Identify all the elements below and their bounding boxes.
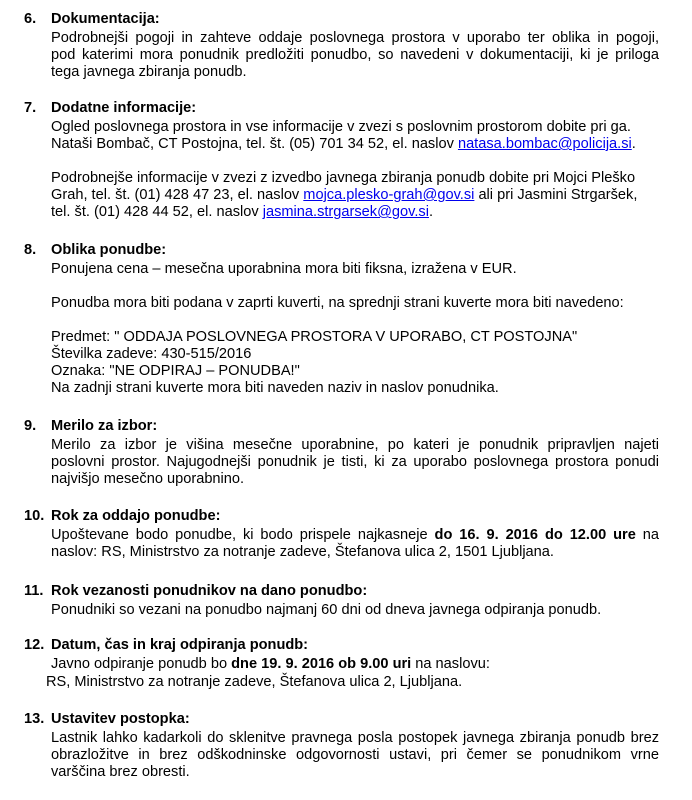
section-title: Dodatne informacije: [51, 100, 197, 116]
deadline-date: do 16. 9. 2016 do 12.00 ure [434, 527, 636, 543]
paragraph-line: RS, Ministrstvo za notranje zadeve, Štefanova ulica 2, Ljubljana. [46, 674, 463, 690]
opening-date: dne 19. 9. 2016 ob 9.00 uri [231, 656, 412, 672]
paragraph-line: tega javnega zbiranja ponudb. [51, 64, 247, 80]
section-title: Ustavitev postopka: [51, 711, 190, 727]
text-fragment: ali pri Jasmini Strgaršek, [474, 187, 638, 203]
paragraph-line [51, 136, 659, 153]
email-link[interactable]: mojca.plesko-grah@gov.si [303, 187, 475, 203]
section-title: Datum, čas in kraj odpiranja ponudb: [51, 637, 309, 653]
section-title: Oblika ponudbe: [51, 242, 167, 258]
text-fragment: Grah, tel. št. (01) 428 47 23, el. naslov [51, 187, 304, 203]
paragraph-line: Lastnik lahko kadarkoli do sklenitve pravnega posla postopek javnega zbiranja ponudb brez [51, 730, 659, 746]
section-title: Rok vezanosti ponudnikov na dano ponudbo: [51, 583, 368, 599]
section-number: 10. [24, 508, 45, 524]
paragraph-line: Številka zadeve: 430-515/2016 [51, 346, 252, 362]
paragraph-line: obrazložitve in brez odškodninske odgovornosti ustavi, pri čemer se ponudnikom vrne [51, 747, 659, 763]
paragraph-line: Podrobnejše informacije v zvezi z izvedbo javnega zbiranja ponudb dobite pri Mojci Pleško [51, 170, 636, 186]
text-fragment: Upoštevane bodo ponudbe, ki bodo prispele najkasneje [51, 527, 435, 543]
text-fragment: Javno odpiranje ponudb bo [51, 656, 232, 672]
text-fragment: na [635, 527, 659, 543]
paragraph-line [51, 204, 659, 221]
text-fragment: tel. št. (01) 428 44 52, el. naslov [51, 204, 263, 220]
paragraph-line: Ponujena cena – mesečna uporabnina mora biti fiksna, izražena v EUR. [51, 261, 517, 277]
section-number: 12. [24, 637, 45, 653]
paragraph-line: naslov: RS, Ministrstvo za notranje zadeve, Štefanova ulica 2, 1501 Ljubljana. [51, 544, 554, 560]
paragraph-line: pod katerimi mora ponudnik predložiti ponudbo, so navedeni v dokumentaciji, ki je priloga [51, 47, 659, 63]
paragraph-line: Ponudniki so vezani na ponudbo najmanj 60 dni od dneva javnega odpiranja ponudb. [51, 602, 602, 618]
section-number: 13. [24, 711, 45, 727]
section-title: Merilo za izbor: [51, 418, 158, 434]
text-fragment: . [631, 136, 636, 152]
paragraph-line: Na zadnji strani kuverte mora biti naveden naziv in naslov ponudnika. [51, 380, 499, 396]
text-fragment: na naslovu: [411, 656, 490, 672]
paragraph-line: Podrobnejši pogoji in zahteve oddaje poslovnega prostora v uporabo ter oblika in pogoji, [51, 30, 659, 46]
text-fragment: . [428, 204, 434, 220]
paragraph-line [51, 527, 659, 544]
paragraph-line: varščina brez obresti. [51, 764, 190, 780]
paragraph-line [51, 656, 659, 673]
paragraph-line: Merilo za izbor je višina mesečne uporabnine, po kateri je ponudnik pripravljen najeti [51, 437, 659, 453]
section-title: Dokumentacija: [51, 11, 160, 27]
paragraph-line [51, 187, 659, 204]
email-link[interactable]: natasa.bombac@policija.si [457, 136, 632, 152]
section-number: 11. [24, 583, 44, 599]
text-fragment: Nataši Bombač, CT Postojna, tel. št. (05) 701 34 52, el. naslov [51, 136, 458, 152]
paragraph-line: Oznaka: "NE ODPIRAJ – PONUDBA!" [51, 363, 300, 379]
section-title: Rok za oddajo ponudbe: [51, 508, 221, 524]
paragraph-line: Ponudba mora biti podana v zaprti kuverti, na sprednji strani kuverte mora biti navedeno: [51, 295, 624, 311]
section-number: 9. [24, 418, 37, 434]
email-link[interactable]: jasmina.strgarsek@gov.si [262, 204, 429, 220]
section-number: 7. [24, 100, 37, 116]
paragraph-line: Predmet: " ODDAJA POSLOVNEGA PROSTORA V UPORABO, CT POSTOJNA" [51, 329, 578, 345]
paragraph-line: najvišjo mesečno uporabnino. [51, 471, 245, 487]
paragraph-line: Ogled poslovnega prostora in vse informacije v zvezi s poslovnim prostorom dobite pri ga. [51, 119, 631, 135]
section-number: 8. [24, 242, 37, 258]
section-number: 6. [24, 11, 37, 27]
paragraph-line: poslovni prostor. Najugodnejši ponudnik je tisti, ki za uporabo poslovnega prostora ponudi [51, 454, 659, 470]
